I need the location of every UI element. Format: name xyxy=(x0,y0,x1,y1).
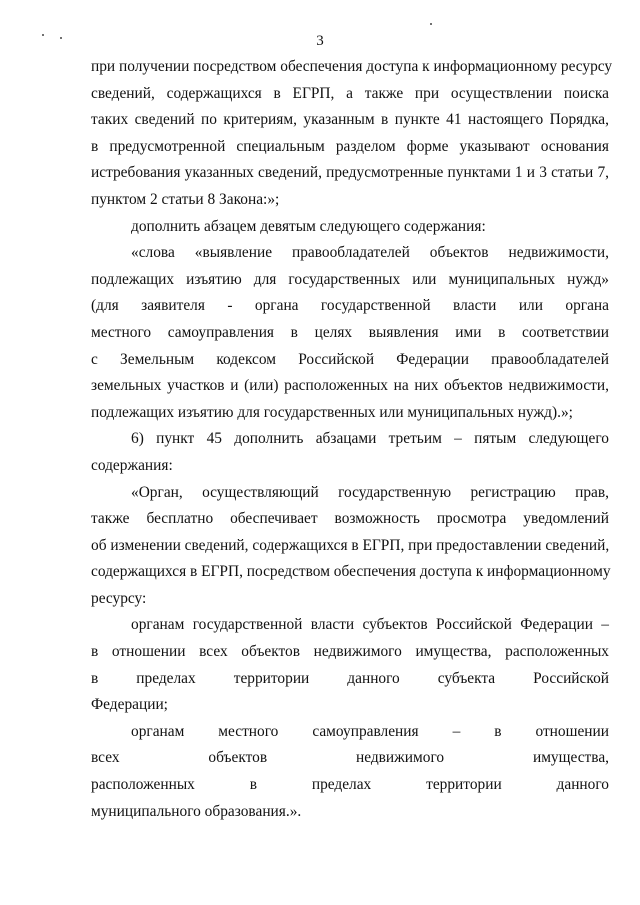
text-line: «слова «выявление правообладателей объектов недвижимости, xyxy=(131,244,609,262)
document-body xyxy=(91,54,613,825)
text-line: пунктом 2 статьи 8 Закона:»; xyxy=(91,190,280,208)
scan-speck xyxy=(430,23,432,25)
text-line: об изменении сведений, содержащихся в ЕГРП, при предоставлении сведений, xyxy=(91,536,610,554)
scan-speck xyxy=(42,34,44,36)
text-line: содержащихся в ЕГРП, посредством обеспечения доступа к информационному xyxy=(91,563,611,581)
text-line: содержания: xyxy=(91,456,173,474)
text-line: расположенных в пределах территории данного xyxy=(91,776,609,794)
text-line: таких сведений по критериям, указанным в пункте 41 настоящего Порядка, xyxy=(91,111,609,129)
text-line: с Земельным кодексом Российской Федерации правообладателей xyxy=(91,350,609,368)
text-line: в отношении всех объектов недвижимого имущества, расположенных xyxy=(91,643,609,661)
text-line: 6) пункт 45 дополнить абзацами третьим – пятым следующего xyxy=(131,430,609,448)
text-line: подлежащих изъятию для государственных или муниципальных нужд).»; xyxy=(91,403,573,421)
text-line: также бесплатно обеспечивает возможность просмотра уведомлений xyxy=(91,510,609,528)
text-line: (для заявителя - органа государственной власти или органа xyxy=(91,297,609,315)
text-line: муниципального образования.». xyxy=(91,802,302,820)
text-line: истребования указанных сведений, предусмотренные пунктами 1 и 3 статьи 7, xyxy=(91,164,609,182)
text-line: органам местного самоуправления – в отношении xyxy=(131,722,609,740)
text-line: земельных участков и (или) расположенных на них объектов недвижимости, xyxy=(91,377,609,395)
text-line: в предусмотренной специальным разделом форме указывают основания xyxy=(91,137,609,155)
text-line: сведений, содержащихся в ЕГРП, а также при осуществлении поиска xyxy=(91,84,609,102)
text-line: Федерации; xyxy=(91,696,168,714)
text-line: ресурсу: xyxy=(91,589,147,607)
page-number: 3 xyxy=(316,33,324,49)
scan-speck xyxy=(60,37,62,39)
text-line: в пределах территории данного субъекта Российской xyxy=(91,669,609,687)
text-line: при получении посредством обеспечения доступа к информационному ресурсу xyxy=(91,58,613,75)
text-line: органам государственной власти субъектов Российской Федерации – xyxy=(131,616,609,634)
text-line: всех объектов недвижимого имущества, xyxy=(91,749,609,767)
text-line: подлежащих изъятию для государственных или муниципальных нужд» xyxy=(91,270,609,288)
text-line: дополнить абзацем девятым следующего содержания: xyxy=(131,217,486,235)
text-line: местного самоуправления в целях выявления ими в соответствии xyxy=(91,323,609,341)
text-line: «Орган, осуществляющий государственную регистрацию прав, xyxy=(131,483,609,501)
